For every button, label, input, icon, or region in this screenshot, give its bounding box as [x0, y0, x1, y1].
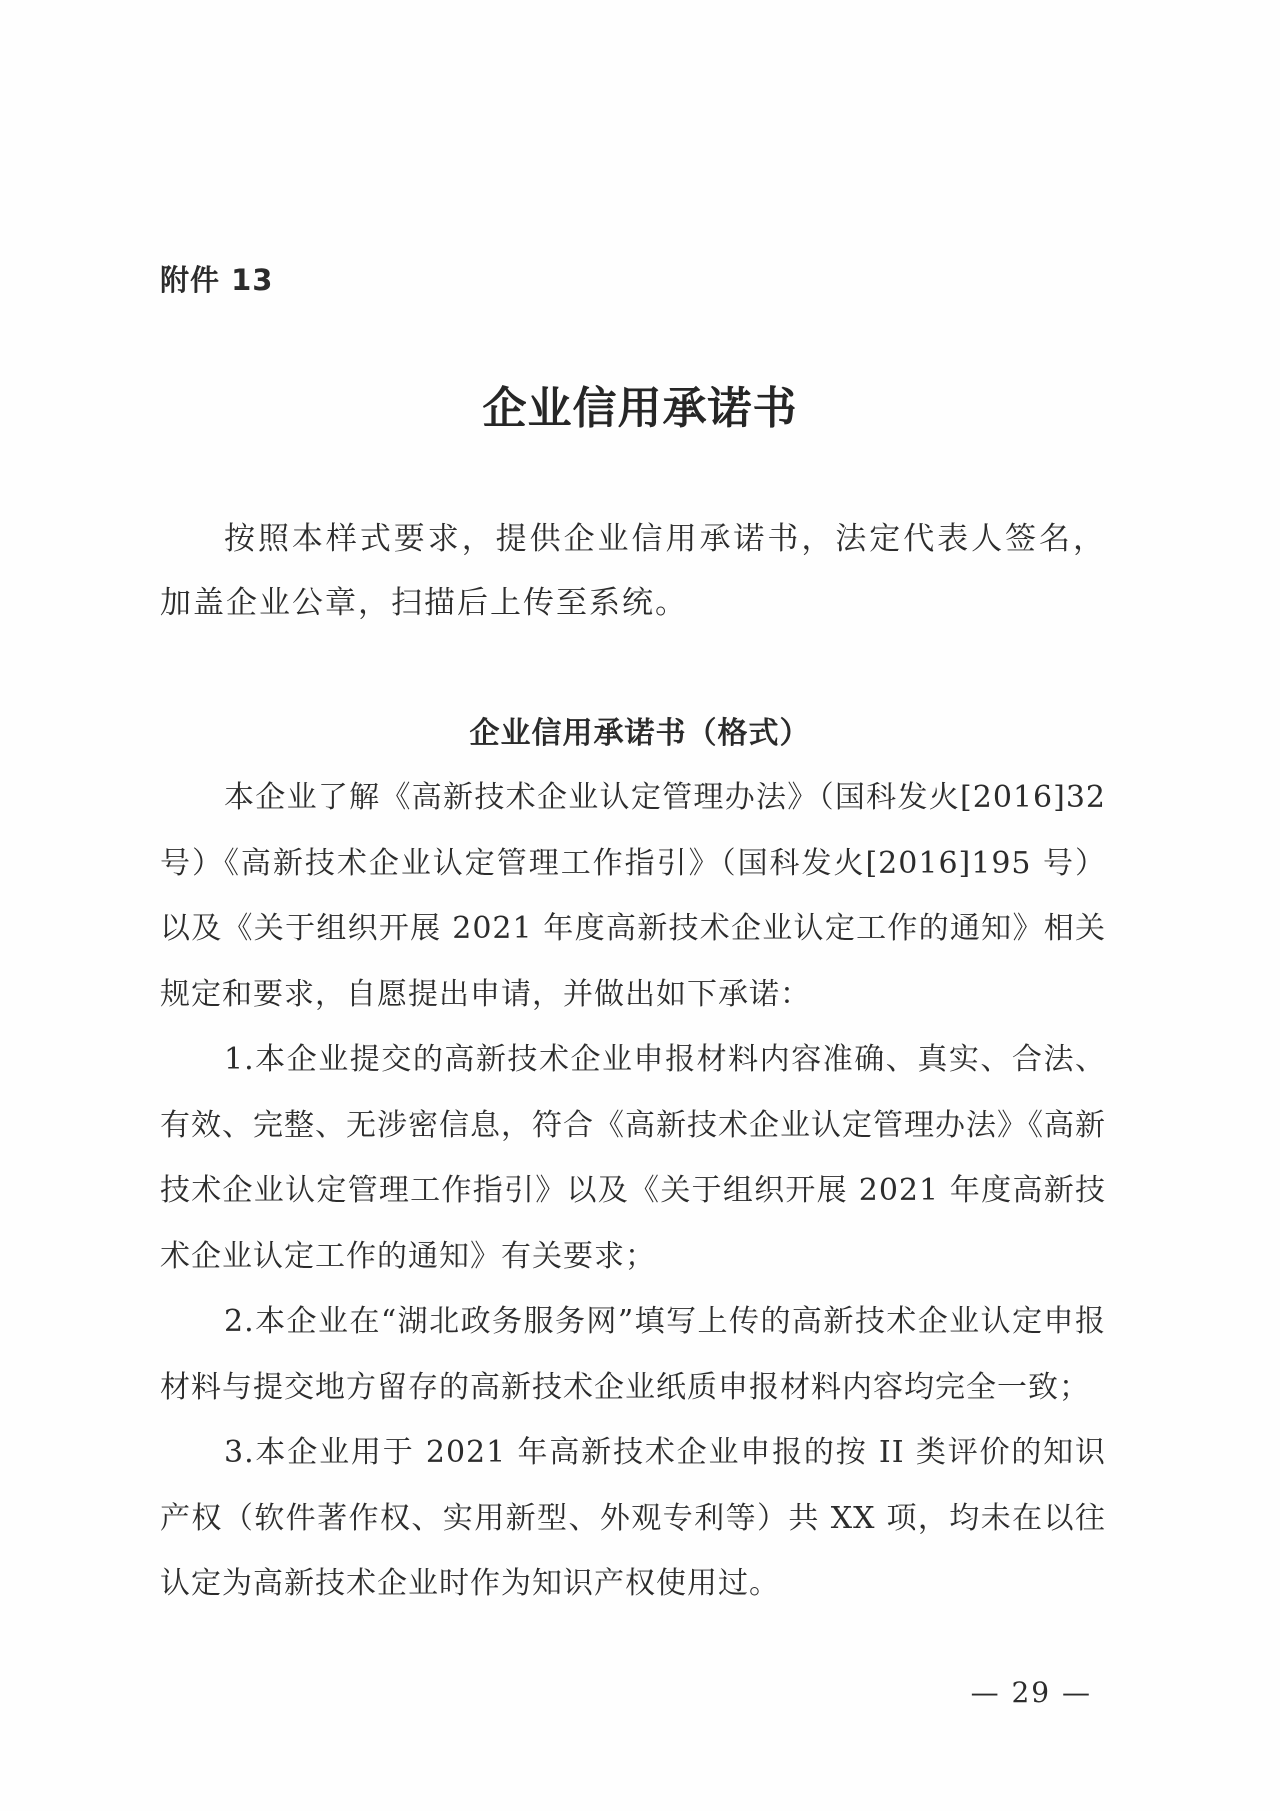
page-number: — 29 — — [970, 1676, 1092, 1709]
commitment-intro-paragraph: 本企业了解《高新技术企业认定管理办法》（国科发火[2016]32 号）《高新技术企业认定管理工作指引》（国科发火[2016]195 号）以及《关于组织开展 2021 年度高新技术企业认定工作的通知》相关规定和要求，自愿提出申请，并做出如下承诺： — [160, 780, 1106, 1012]
commitment-item-1: 1.本企业提交的高新技术企业申报材料内容准确、真实、合法、有效、完整、无涉密信息，符合《高新技术企业认定管理办法》《高新技术企业认定管理工作指引》以及《关于组织开展 2021 年度高新技术企业认定工作的通知》有关要求； — [160, 1042, 1106, 1274]
annex-label: 附件 13 — [160, 263, 274, 297]
page-title: 企业信用承诺书 — [482, 383, 798, 434]
instruction-paragraph: 按照本样式要求，提供企业信用承诺书，法定代表人签名，加盖企业公章，扫描后上传至系统。 — [160, 521, 1106, 621]
commitment-item-3: 3.本企业用于 2021 年高新技术企业申报的按 II 类评价的知识产权（软件著作权、实用新型、外观专利等）共 XX 项，均未在以往认定为高新技术企业时作为知识产权使用过。 — [160, 1435, 1106, 1601]
commitment-item-2: 2.本企业在“湖北政务服务网”填写上传的高新技术企业认定申报材料与提交地方留存的高新技术企业纸质申报材料内容均完全一致； — [160, 1304, 1106, 1405]
commitment-body — [160, 765, 1106, 1617]
format-subtitle: 企业信用承诺书（格式） — [469, 716, 811, 751]
